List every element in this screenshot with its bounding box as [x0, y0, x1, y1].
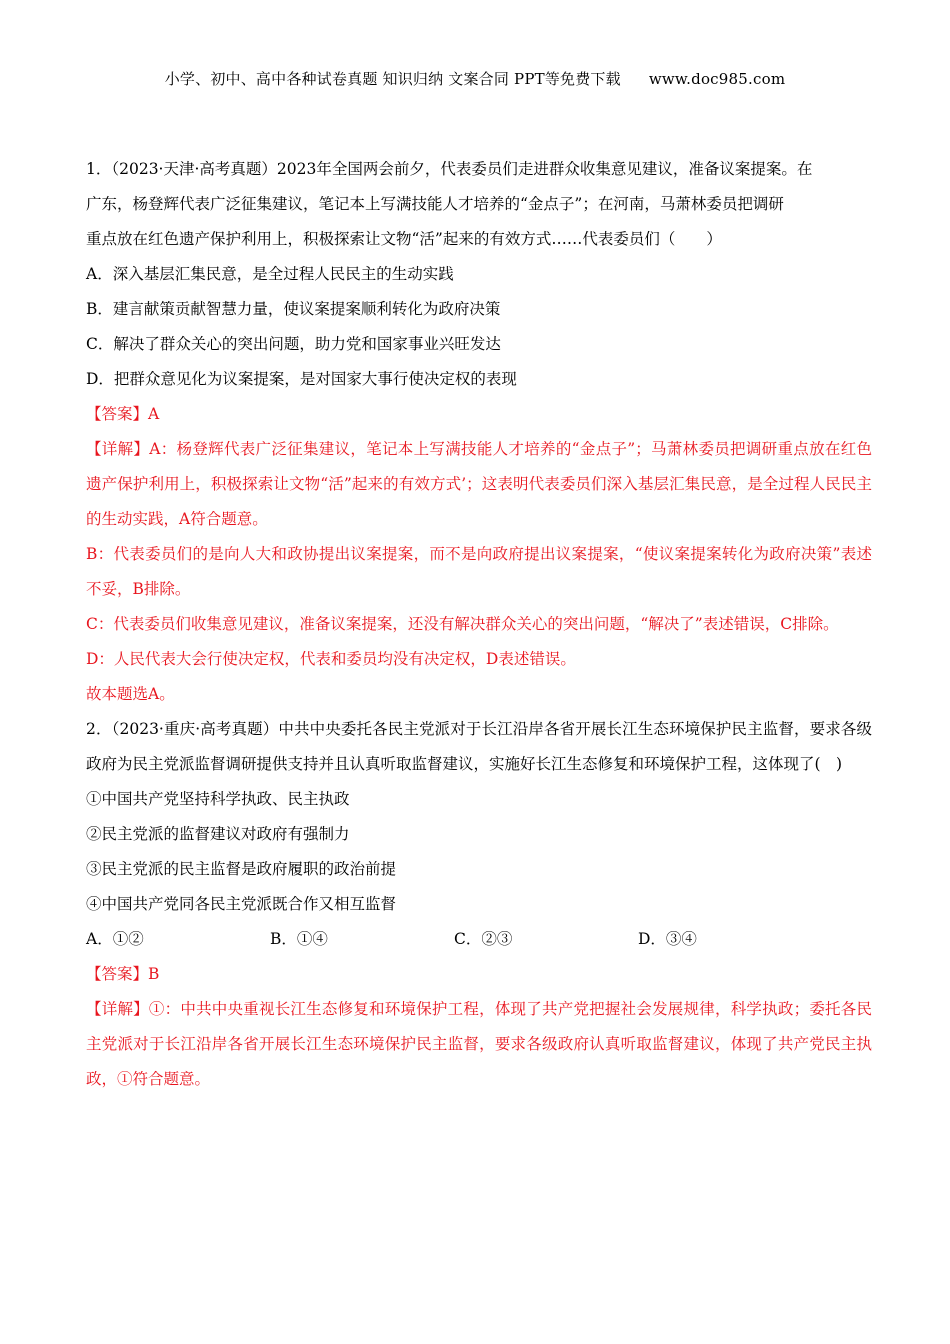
- q1-detail-d: D：人民代表大会行使决定权，代表和委员均没有决定权，D表述错误。: [86, 650, 576, 668]
- q1-detail-b: B：代表委员们的是向人大和政协提出议案提案，而不是向政府提出议案提案，“使议案提案转化为政府决策”表述不妥，B排除。: [86, 545, 872, 598]
- header-site-link[interactable]: www.doc985.com: [648, 70, 786, 88]
- q2-options: [86, 922, 872, 957]
- q2-option-b: B．①④: [270, 930, 328, 948]
- q2-option-d: D．③④: [638, 930, 697, 948]
- q1-stem-line-2: 广东，杨登辉代表广泛征集建议，笔记本上写满技能人才培养的“金点子”；在河南，马萧林委员把调研: [86, 195, 784, 213]
- page-header: [0, 68, 950, 89]
- q1-detail-a: 【详解】A：杨登辉代表广泛征集建议，笔记本上写满技能人才培养的“金点子”；马萧林委员把调研重点放在红色遗产保护利用上，积极探索让文物“活”起来的有效方式’；这表明代表委员们深入基层汇集民意，是全过程人民民主的生动实践，A符合题意。: [86, 440, 872, 528]
- q1-stem-line-1: 1．（2023·天津·高考真题）2023年全国两会前夕，代表委员们走进群众收集意见建议，准备议案提案。在: [86, 160, 813, 178]
- q2-option-c: C．②③: [454, 930, 513, 948]
- q1-option-a: A．深入基层汇集民意，是全过程人民民主的生动实践: [86, 265, 454, 283]
- q2-detail: 【详解】①：中共中央重视长江生态修复和环境保护工程，体现了共产党把握社会发展规律，科学执政；委托各民主党派对于长江沿岸各省开展长江生态环境保护民主监督，要求各级政府认真听取监督建议，体现了共产党民主执政，①符合题意。: [86, 1000, 872, 1088]
- q2-item-3: ③民主党派的民主监督是政府履职的政治前提: [86, 860, 397, 878]
- q1-detail-c: C：代表委员们收集意见建议，准备议案提案，还没有解决群众关心的突出问题，“解决了”表述错误，C排除。: [86, 615, 839, 633]
- q1-option-d: D．把群众意见化为议案提案，是对国家大事行使决定权的表现: [86, 370, 517, 388]
- question-1: [86, 152, 872, 712]
- q2-item-4: ④中国共产党同各民主党派既合作又相互监督: [86, 895, 397, 913]
- question-2: [86, 712, 872, 1097]
- q1-option-b: B．建言献策贡献智慧力量，使议案提案顺利转化为政府决策: [86, 300, 501, 318]
- q1-option-c: C．解决了群众关心的突出问题，助力党和国家事业兴旺发达: [86, 335, 501, 353]
- document-body: [86, 152, 872, 1097]
- q2-item-2: ②民主党派的监督建议对政府有强制力: [86, 825, 350, 843]
- header-text: 小学、初中、高中各种试卷真题 知识归纳 文案合同 PPT等免费下载: [164, 70, 621, 88]
- q2-stem: 2．（2023·重庆·高考真题）中共中央委托各民主党派对于长江沿岸各省开展长江生态环境保护民主监督，要求各级政府为民主党派监督调研提供支持并且认真听取监督建议，实施好长江生态修复和环境保护工程，这体现了( ): [86, 720, 872, 773]
- q2-item-1: ①中国共产党坚持科学执政、民主执政: [86, 790, 350, 808]
- q2-answer: 【答案】B: [86, 965, 160, 983]
- q2-option-a: A．①②: [86, 930, 144, 948]
- q1-stem-line-3: 重点放在红色遗产保护利用上，积极探索让文物“活”起来的有效方式……代表委员们（ ）: [86, 230, 722, 248]
- q1-answer: 【答案】A: [86, 405, 160, 423]
- q1-conclusion: 故本题选A。: [86, 685, 175, 703]
